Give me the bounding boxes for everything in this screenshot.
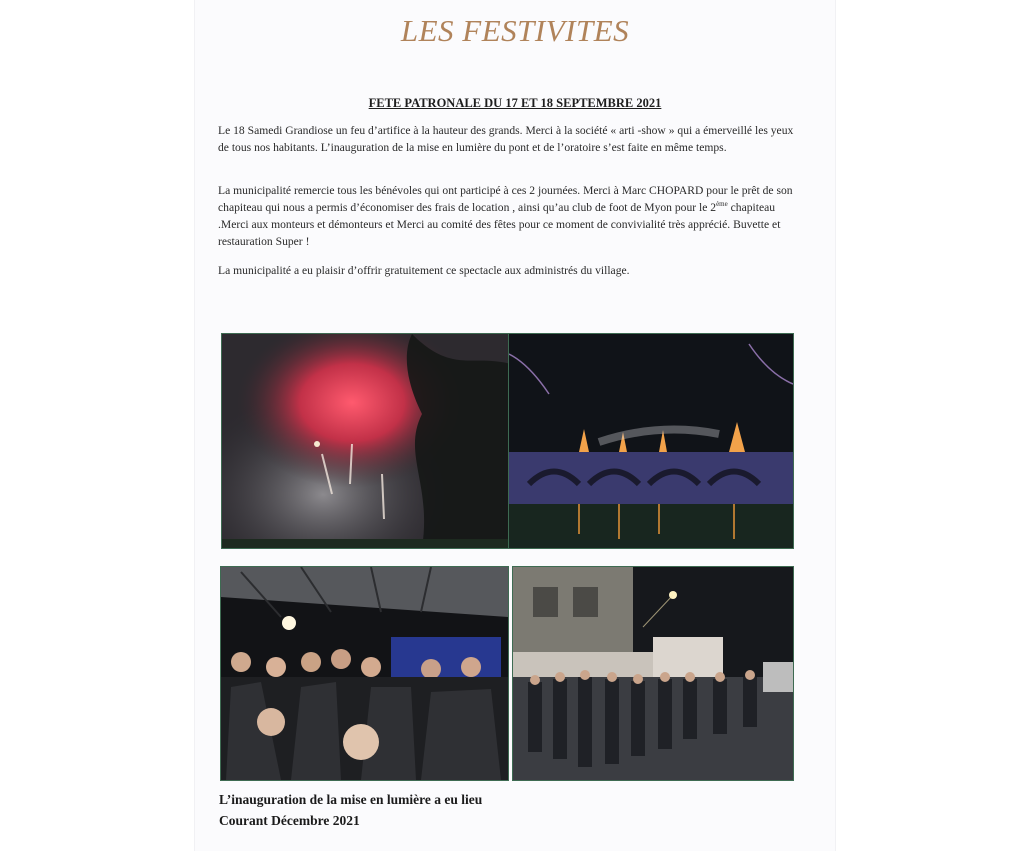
street-crowd-night-photo xyxy=(512,566,794,781)
paragraph-offer: La municipalité a eu plaisir d’offrir gratuitement ce spectacle aux administrés du village. xyxy=(218,264,630,277)
ordinal-superscript: ème xyxy=(716,200,728,209)
paragraph-thanks-part1: La municipalité remercie tous les bénévoles qui ont participé à ces 2 journées. Merci à Marc CHOPARD pour le prêt de son chapiteau qui nous a permis d’économiser des frais de location , ainsi qu’au club de foot de Myon pour le 2 xyxy=(218,184,793,214)
caption-line-2: Courant Décembre 2021 xyxy=(219,813,360,828)
fireworks-photo xyxy=(221,333,512,549)
crowd-under-tent-photo xyxy=(220,566,509,781)
paragraph-thanks-part2: chapiteau .Merci aux monteurs et démonteurs et Merci au comité des fêtes pour ce moment de convivialité très apprécié. Buvette et restauration Super ! xyxy=(218,201,781,248)
section-subtitle: FETE PATRONALE DU 17 ET 18 SEPTEMBRE 2021 xyxy=(368,96,662,110)
page-title: LES FESTIVITES xyxy=(400,13,630,48)
caption-line-1: L’inauguration de la mise en lumière a eu lieu xyxy=(219,792,483,807)
paragraph-fireworks: Le 18 Samedi Grandiose un feu d’artifice à la hauteur des grands. Merci à la société « arti -show » qui a émerveillé les yeux de tous nos habitants. L’inauguration de la mise en lumière du pont et de l’oratoire s’est faite en même temps. xyxy=(218,124,794,154)
illuminated-bridge-photo xyxy=(508,333,794,549)
paragraph-thanks xyxy=(218,182,798,250)
